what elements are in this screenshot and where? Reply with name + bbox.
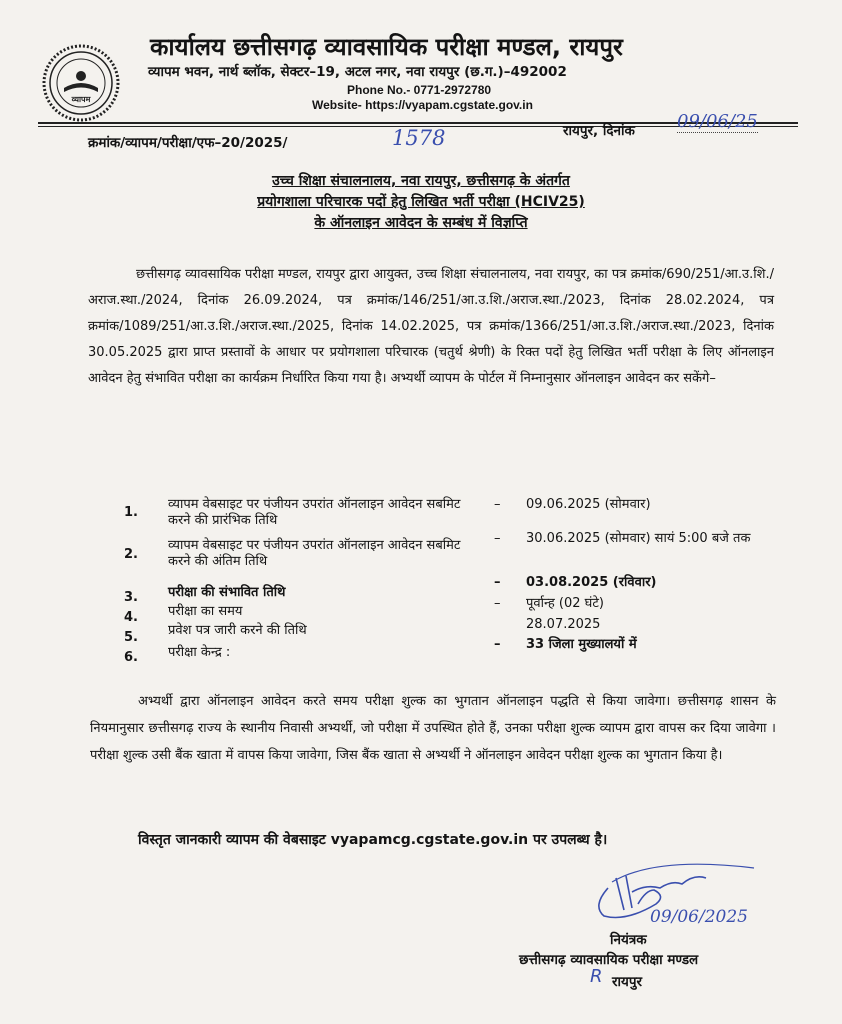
schedule-value: 28.07.2025 [526, 617, 601, 632]
signatory-initial: R [590, 966, 603, 987]
schedule-dash: – [494, 497, 501, 512]
subject-line-3: के ऑनलाइन आवेदन के सम्बंध में विज्ञप्ति [314, 215, 528, 231]
schedule-num: 1. [124, 505, 138, 520]
schedule-value: 33 जिला मुख्यालयों में [526, 637, 637, 652]
vyapam-logo [42, 44, 120, 122]
schedule-num: 2. [124, 547, 138, 562]
subject-line-1: उच्च शिक्षा संचालनालय, नवा रायपुर, छत्तीसगढ़ के अंतर्गत [272, 173, 570, 189]
reference-number: क्रमांक/व्यापम/परीक्षा/एफ–20/2025/ [88, 135, 288, 151]
signature-date: 09/06/2025 [650, 907, 748, 927]
schedule-value: पूर्वान्ह (02 घंटे) [526, 596, 604, 611]
office-website: Website- https://vyapam.cgstate.gov.in [312, 98, 533, 112]
office-phone: Phone No.- 0771-2972780 [347, 83, 492, 97]
reference-handwritten-number: 1578 [392, 126, 446, 150]
website-info: विस्तृत जानकारी व्यापम की वेबसाइट vyapamcg.cgstate.gov.in पर उपलब्ध है। [138, 832, 608, 848]
office-title: कार्यालय छत्तीसगढ़ व्यावसायिक परीक्षा मण्डल, रायपुर [150, 33, 623, 61]
signatory-organization: छत्तीसगढ़ व्यावसायिक परीक्षा मण्डल [519, 952, 699, 968]
logo-text: व्यापम [71, 95, 91, 104]
schedule-label: प्रवेश पत्र जारी करने की तिथि [168, 623, 307, 638]
schedule-label: व्यापम वेबसाइट पर पंजीयन उपरांत ऑनलाइन आवेदन सबमिट करने की प्रारंभिक तिथि [168, 497, 461, 528]
schedule-value: 09.06.2025 (सोमवार) [526, 497, 651, 512]
handwritten-date: 09/06/25 [677, 111, 758, 132]
schedule-dash: – [494, 596, 501, 611]
schedule-dash: – [494, 575, 501, 590]
body-paragraph-1: छत्तीसगढ़ व्यावसायिक परीक्षा मण्डल, रायपुर द्वारा आयुक्त, उच्च शिक्षा संचालनालय, नवा रायपुर, का पत्र क्रमांक/690/251/आ.उ.शि./अराज.स्था./2024, दिनांक 26.09.2024, पत्र क्रमांक/146/251/आ.उ.शि./अराज.स्था./2023, दिनांक 28.02.2024, पत्र क्रमांक/1089/251/आ.उ.शि./अराज.स्था./2025, दिनांक 14.02.2025, पत्र क्रमांक/1366/251/आ.उ.शि./अराज.स्था./2023, दिनांक 30.05.2025 द्वारा प्राप्त प्रस्तावों के आधार पर प्रयोगशाला परिचारक (चतुर्थ श्रेणी) के रिक्त पदों हेतु लिखित भर्ती परीक्षा के लिए ऑनलाइन आवेदन हेतु संभावित परीक्षा का कार्यक्रम निर्धारित किया गया है। अभ्यर्थी व्यापम के पोर्टल में निम्नानुसार ऑनलाइन आवेदन कर सकेंगे– [88, 267, 774, 386]
office-address: व्यापम भवन, नार्थ ब्लॉक, सेक्टर–19, अटल नगर, नवा रायपुर (छ.ग.)–492002 [148, 64, 567, 80]
schedule-dash: – [494, 637, 501, 652]
schedule-dash: – [494, 531, 501, 546]
schedule-num: 5. [124, 630, 138, 645]
schedule-label: परीक्षा का समय [168, 604, 243, 619]
subject-line-2: प्रयोगशाला परिचारक पदों हेतु लिखित भर्ती परीक्षा (HCIV25) [257, 194, 585, 210]
signatory-title: नियंत्रक [610, 932, 647, 948]
schedule-num: 3. [124, 590, 138, 605]
schedule-num: 6. [124, 650, 138, 665]
schedule-label: व्यापम वेबसाइट पर पंजीयन उपरांत ऑनलाइन आवेदन सबमिट करने की अंतिम तिथि [168, 538, 461, 569]
schedule-num: 4. [124, 610, 138, 625]
signatory-city: रायपुर [612, 974, 643, 990]
date-label: रायपुर, दिनांक [563, 123, 635, 139]
signature [586, 848, 776, 928]
schedule-value: 30.06.2025 (सोमवार) सायं 5:00 बजे तक [526, 531, 751, 546]
schedule-label: परीक्षा की संभावित तिथि [168, 585, 286, 600]
schedule-label: परीक्षा केन्द्र : [168, 645, 231, 660]
body-paragraph-2: अभ्यर्थी द्वारा ऑनलाइन आवेदन करते समय परीक्षा शुल्क का भुगतान ऑनलाइन पद्धति से किया जावेगा। छत्तीसगढ़ शासन के नियमानुसार छत्तीसगढ़ राज्य के स्थानीय निवासी अभ्यर्थी, जो परीक्षा में उपस्थित होते हैं, उनका परीक्षा शुल्क व्यापम द्वारा वापस कर दिया जावेगा । परीक्षा शुल्क उसी बैंक खाता में वापस किया जावेगा, जिस बैंक खाता से अभ्यर्थी ने ऑनलाइन आवेदन परीक्षा शुल्क का भुगतान किया है। [90, 694, 776, 763]
schedule-value: 03.08.2025 (रविवार) [526, 575, 657, 590]
